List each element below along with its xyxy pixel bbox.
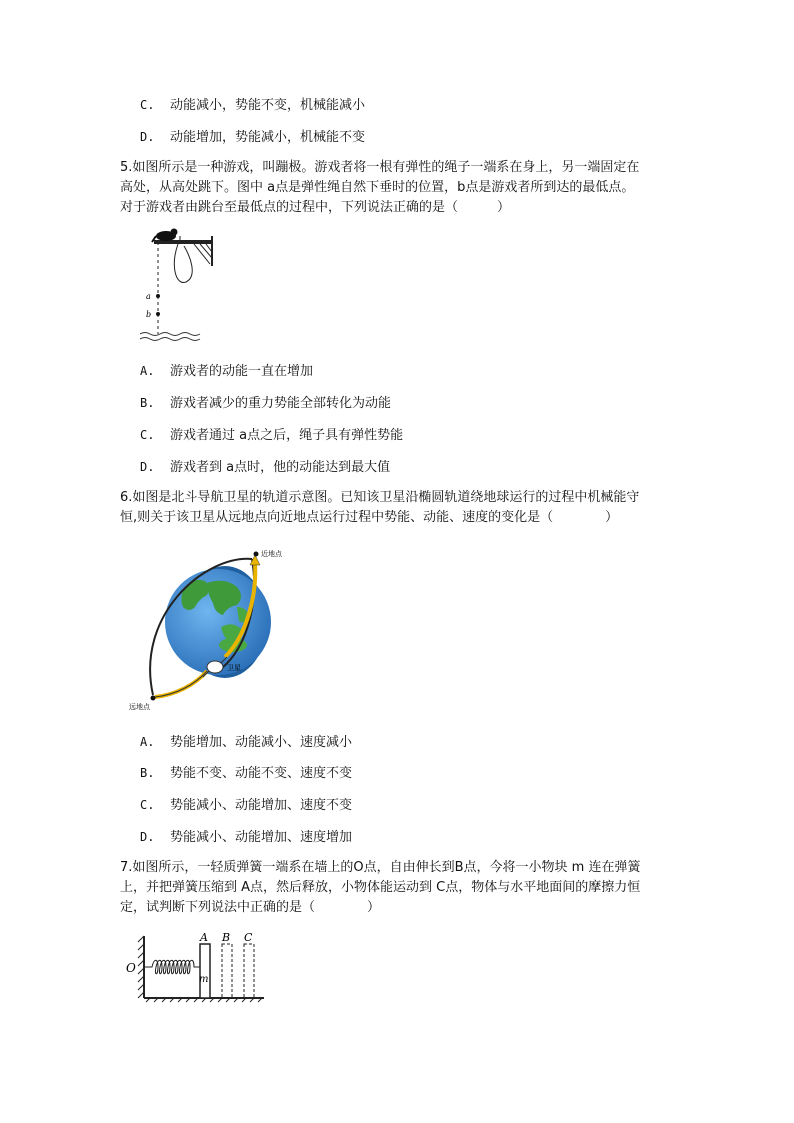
q6-stem-line-1: 6.如图是北斗导航卫星的轨道示意图。已知该卫星沿椭圆轨道绕地球运行的过程中机械能守 xyxy=(120,490,640,505)
q6-option-a xyxy=(140,732,352,753)
label-a: a xyxy=(146,292,151,301)
q5-option-a xyxy=(140,361,313,382)
label-b: b xyxy=(146,310,152,319)
q6-option-c xyxy=(140,795,352,816)
spring-block-figure xyxy=(124,930,274,1005)
option-text: 势能不变、动能不变、速度不变 xyxy=(170,766,353,781)
label-satellite: 卫星 xyxy=(227,664,241,672)
q5-option-c xyxy=(140,425,403,446)
q7-stem-line-3: 定，试判断下列说法中正确的是（ ） xyxy=(120,900,381,915)
option-letter: D. xyxy=(140,460,155,474)
q6-option-b xyxy=(140,763,352,784)
q6-stem-line-2: 恒,则关于该卫星从远地点向近地点运行过程中势能、动能、速度的变化是（ ） xyxy=(120,510,619,525)
label-B: B xyxy=(222,931,231,944)
option-letter: D. xyxy=(140,130,155,144)
option-text: 游戏者通过 a点之后，绳子具有弹性势能 xyxy=(170,428,404,443)
option-letter: B. xyxy=(140,766,155,780)
q5-option-d xyxy=(140,457,390,478)
option-text: 动能增加，势能减小，机械能不变 xyxy=(170,130,366,145)
q4-option-c xyxy=(140,95,365,116)
label-apogee: 远地点 xyxy=(129,703,150,711)
option-letter: A. xyxy=(140,364,155,378)
option-text: 动能减小，势能不变，机械能减小 xyxy=(170,98,366,113)
label-C: C xyxy=(244,931,253,944)
option-text: 势能增加、动能减小、速度减小 xyxy=(170,735,353,750)
option-letter: C. xyxy=(140,798,155,812)
q7-stem-line-1: 7.如图所示，一轻质弹簧一端系在墙上的O点，自由伸长到B点，今将一小物块 m 连在弹簧 xyxy=(120,860,641,875)
q5-stem-line-2: 高处，从高处跳下。图中 a点是弹性绳自然下垂时的位置，b点是游戏者所到达的最低点。 xyxy=(120,180,635,195)
option-letter: B. xyxy=(140,396,155,410)
q6-option-d xyxy=(140,827,352,848)
satellite-orbit-figure xyxy=(125,545,285,715)
q5-stem-line-1: 5.如图所示是一种游戏，叫蹦极。游戏者将一根有弹性的绳子一端系在身上，另一端固定在 xyxy=(120,160,640,175)
label-A: A xyxy=(200,931,208,944)
option-text: 游戏者到 a点时，他的动能达到最大值 xyxy=(170,460,391,475)
label-m: m xyxy=(199,974,209,985)
label-O: O xyxy=(126,961,136,975)
q5-option-b xyxy=(140,393,391,414)
option-text: 游戏者的动能一直在增加 xyxy=(170,364,314,379)
bungee-figure xyxy=(140,226,220,346)
option-text: 势能减小、动能增加、速度增加 xyxy=(170,830,353,845)
option-letter: C. xyxy=(140,98,155,112)
q5-stem-line-3: 对于游戏者由跳台至最低点的过程中，下列说法正确的是（ ） xyxy=(120,200,511,215)
option-text: 游戏者减少的重力势能全部转化为动能 xyxy=(170,396,392,411)
q7-stem-line-2: 上，并把弹簧压缩到 A点，然后释放，小物体能运动到 C点，物体与水平地面间的摩擦力恒 xyxy=(120,880,641,895)
option-letter: A. xyxy=(140,735,155,749)
q4-option-d xyxy=(140,127,365,148)
option-letter: D. xyxy=(140,830,155,844)
option-letter: C. xyxy=(140,428,155,442)
label-perigee: 近地点 xyxy=(261,550,282,558)
option-text: 势能减小、动能增加、速度不变 xyxy=(170,798,353,813)
